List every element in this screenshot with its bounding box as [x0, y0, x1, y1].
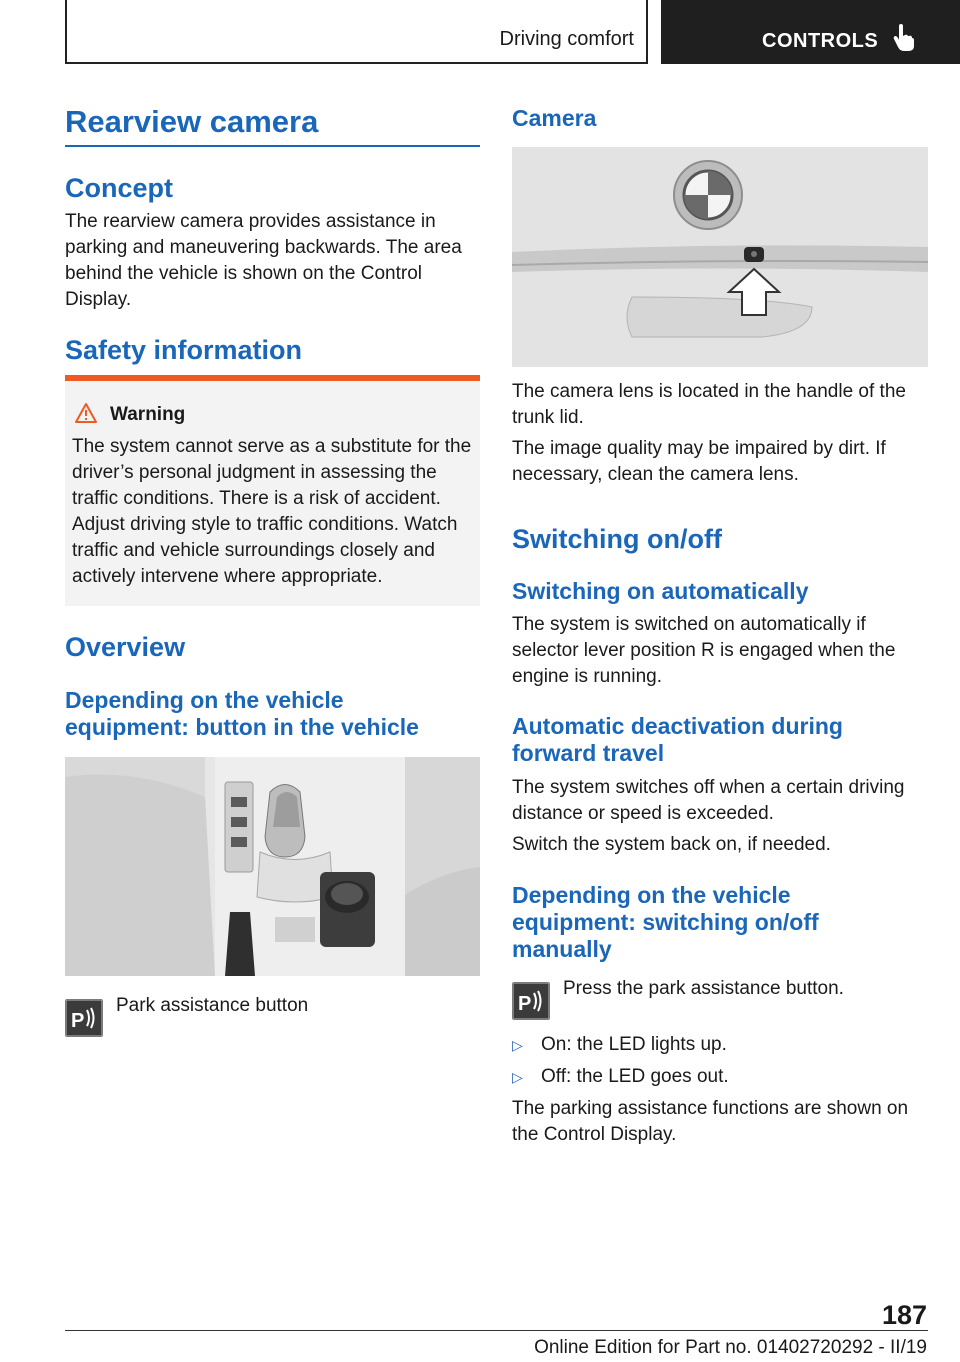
button-heading: Depending on the vehicle equipment: button in the vehicle	[65, 687, 419, 740]
bullet-triangle-icon: ▷	[512, 1069, 523, 1085]
bullet-triangle-icon: ▷	[512, 1037, 523, 1053]
overview-heading: Overview	[65, 632, 186, 662]
trunk-camera-image	[512, 147, 928, 367]
auto-off-text-1: The system switches off when a certain driving distance or speed is exceeded.	[512, 777, 905, 824]
bullet-on-text: On: the LED lights up.	[541, 1034, 727, 1055]
warning-triangle-icon	[74, 402, 98, 424]
display-text: The parking assistance functions are shown on the Control Display.	[512, 1098, 909, 1145]
footer-edition: Online Edition for Part no. 01402720292 - II/19	[534, 1337, 927, 1358]
warning-title: Warning	[110, 404, 186, 425]
park-button-label: Park assistance button	[116, 995, 309, 1016]
bullet-off-text: Off: the LED goes out.	[541, 1066, 729, 1087]
chapter-tab[interactable]	[661, 0, 960, 64]
switch-heading: Switching on/off	[512, 524, 722, 554]
manual-text: Press the park assistance button.	[563, 978, 844, 999]
auto-on-text: The system is switched on automatically if selector lever position R is engaged when the engine is running.	[512, 614, 896, 687]
camera-heading: Camera	[512, 105, 597, 131]
concept-text: The rearview camera provides assistance in parking and maneuvering backwards. The area behind the vehicle is shown on the Control Display.	[65, 211, 462, 310]
footer-rule	[65, 1330, 928, 1331]
safety-heading: Safety information	[65, 335, 303, 365]
camera-text-1: The camera lens is located in the handle of the trunk lid.	[512, 381, 906, 428]
svg-text:P: P	[518, 993, 532, 1015]
svg-text:P: P	[71, 1010, 85, 1032]
park-assist-icon	[512, 982, 550, 1020]
page-number: 187	[881, 1300, 927, 1330]
title-rule	[65, 145, 480, 147]
page-title: Rearview camera	[65, 104, 319, 139]
concept-heading: Concept	[65, 173, 173, 203]
header-section-title: Driving comfort	[499, 28, 634, 50]
auto-off-text-2: Switch the system back on, if needed.	[512, 834, 831, 855]
camera-text-2: The image quality may be impaired by dirt. If necessary, clean the camera lens.	[512, 438, 886, 485]
chapter-tab-label: CONTROLS	[762, 30, 879, 52]
park-assist-icon	[65, 999, 103, 1037]
pointing-hand-icon	[893, 24, 915, 52]
auto-on-heading: Switching on automatically	[512, 578, 809, 604]
warning-bar	[65, 375, 480, 381]
manual-heading: Depending on the vehicle equipment: switching on/off manually	[512, 882, 819, 962]
warning-text: The system cannot serve as a substitute for the driver’s personal judgment in assessing the traffic conditions. There is a risk of accident. Adjust driving style to traffic conditions. Watch traffic and vehicle surroundings closely and actively intervene where appropriate.	[72, 436, 472, 587]
interior-console-image	[65, 757, 480, 976]
auto-off-heading: Automatic deactivation during forward travel	[512, 713, 843, 766]
